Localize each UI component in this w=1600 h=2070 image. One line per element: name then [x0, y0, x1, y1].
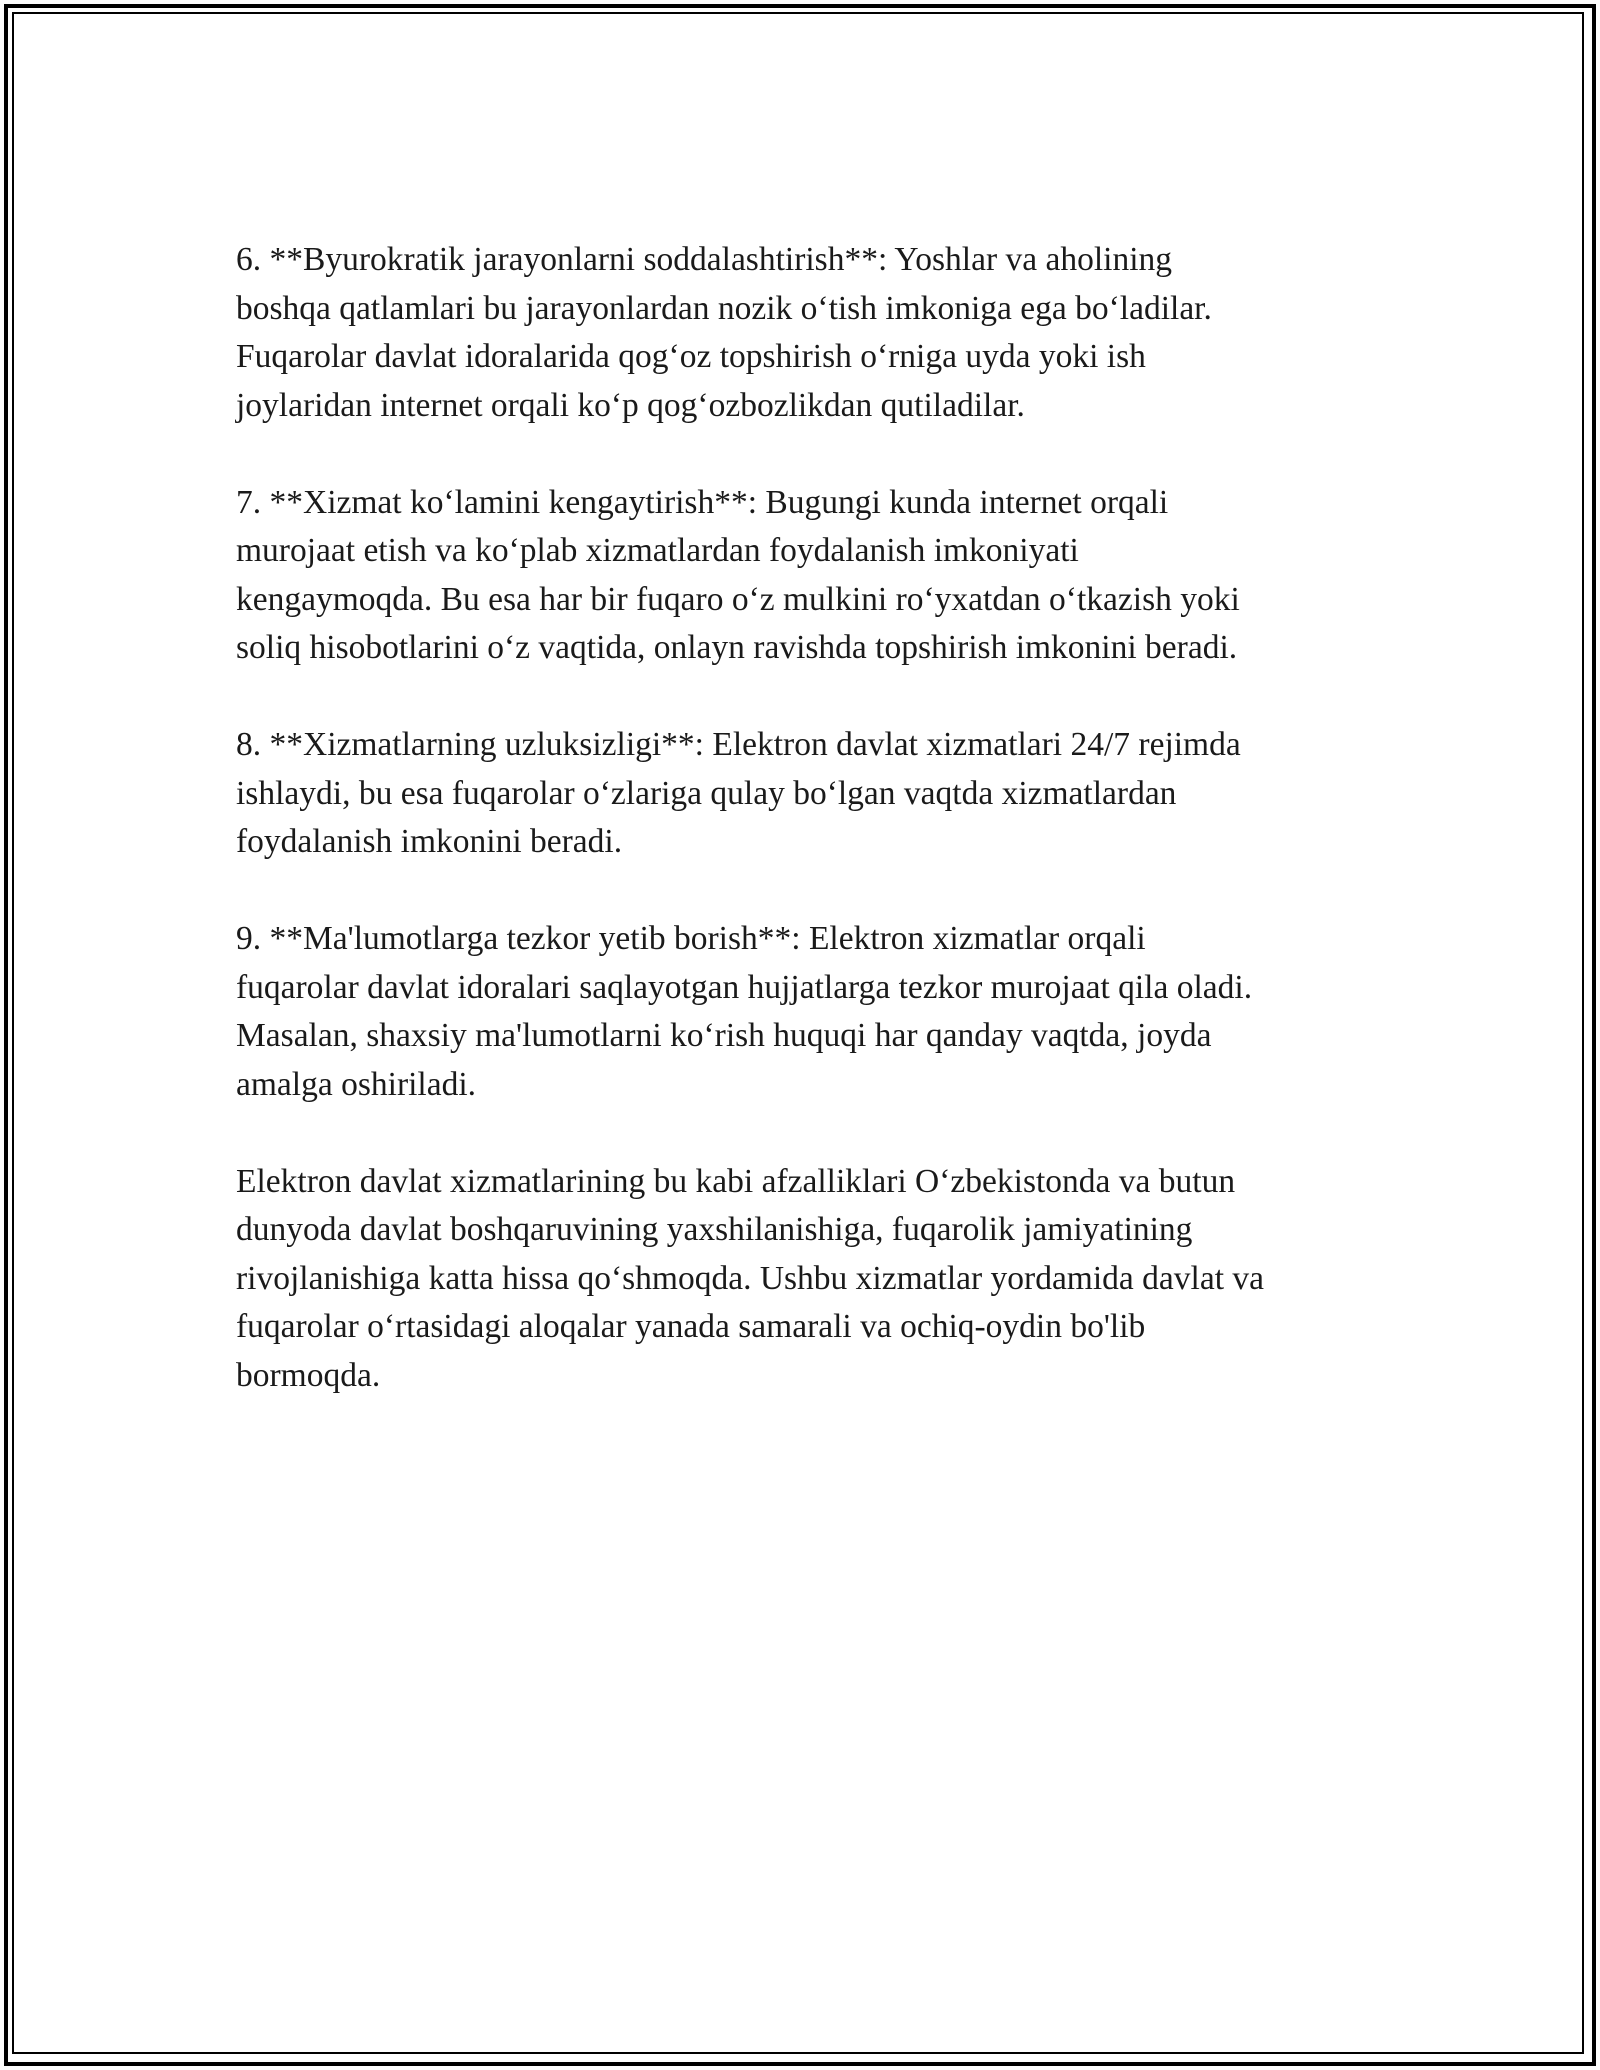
paragraph-item-6: 6. **Byurokratik jarayonlarni soddalashtirish**: Yoshlar va aholining boshqa qatlamlari bu jarayonlardan nozik o‘tish imkoniga ega bo‘ladilar. Fuqarolar davlat idoralarida qog‘oz topshirish o‘rniga uyda yoki ish joylaridan internet orqali ko‘p qog‘ozbozlikdan qutiladilar.: [236, 241, 1212, 424]
paragraph-item-7: 7. **Xizmat ko‘lamini kengaytirish**: Bugungi kunda internet orqali murojaat etish va ko‘plab xizmatlardan foydalanish imkoniyati kengaymoqda. Bu esa har bir fuqaro o‘z mulkini ro‘yxatdan o‘tkazish yoki soliq hisobotlarini o‘z vaqtida, onlayn ravishda topshirish imkonini beradi.: [236, 483, 1240, 666]
document-body: [236, 236, 1396, 1400]
paragraph-conclusion: Elektron davlat xizmatlarining bu kabi afzalliklari O‘zbekistonda va butun dunyoda davlat boshqaruvining yaxshilanishiga, fuqarolik jamiyatining rivojlanishiga katta hissa qo‘shmoqda. Ushbu xizmatlar yordamida davlat va fuqarolar o‘rtasidagi aloqalar yanada samarali va ochiq-oydin bo'lib bormoqda.: [236, 1162, 1265, 1394]
paragraph-item-9: 9. **Ma'lumotlarga tezkor yetib borish**: Elektron xizmatlar orqali fuqarolar davlat idoralari saqlayotgan hujjatlarga tezkor murojaat qila oladi. Masalan, shaxsiy ma'lumotlarni ko‘rish huquqi har qanday vaqtda, joyda amalga oshiriladi.: [236, 920, 1253, 1103]
paragraph-item-8: 8. **Xizmatlarning uzluksizligi**: Elektron davlat xizmatlari 24/7 rejimda ishlaydi, bu esa fuqarolar o‘zlariga qulay bo‘lgan vaqtda xizmatlardan foydalanish imkonini beradi.: [236, 726, 1241, 860]
